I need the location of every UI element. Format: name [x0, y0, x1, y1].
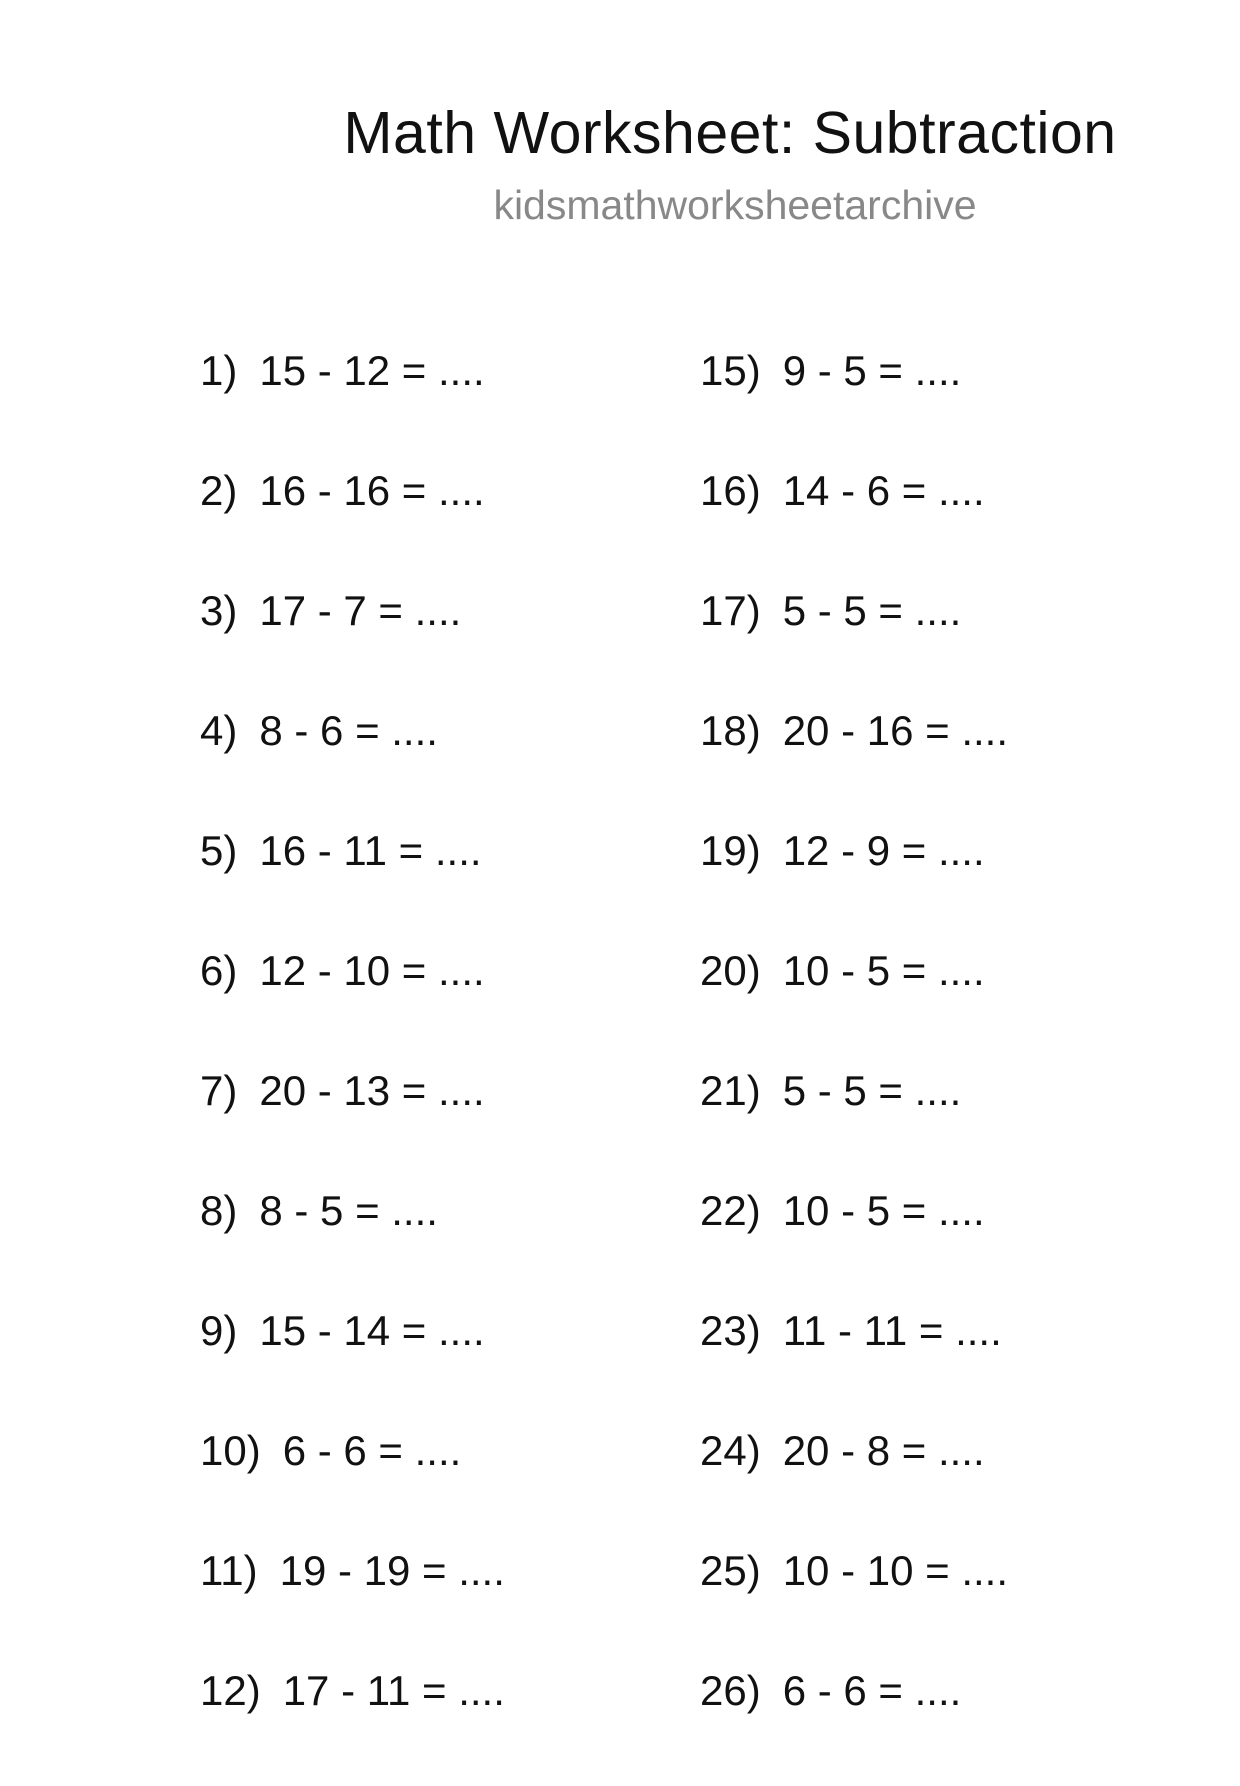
- problem-number: 7): [200, 1067, 238, 1114]
- source-label: kidsmathworksheetarchive: [493, 182, 977, 228]
- problem-number: 9): [200, 1307, 238, 1354]
- problem-number: 22): [700, 1187, 761, 1234]
- problem-number: 15): [700, 347, 761, 394]
- problem-expression: 6 - 6 = ....: [282, 1427, 462, 1474]
- problem-item: [200, 1546, 700, 1666]
- problem-item: [200, 706, 700, 826]
- problem-column-left: [200, 346, 700, 1786]
- problem-item: [200, 1066, 700, 1186]
- problem-item: [700, 1546, 1200, 1666]
- problem-number: 10): [200, 1427, 261, 1474]
- problem-number: 12): [200, 1667, 261, 1714]
- problem-item: [700, 466, 1200, 586]
- problem-expression: 12 - 9 = ....: [782, 827, 985, 874]
- problem-number: 23): [700, 1307, 761, 1354]
- problem-number: 21): [700, 1067, 761, 1114]
- problem-expression: 12 - 10 = ....: [259, 947, 485, 994]
- problem-expression: 15 - 14 = ....: [259, 1307, 485, 1354]
- problem-number: 18): [700, 707, 761, 754]
- problem-expression: 5 - 5 = ....: [782, 1067, 962, 1114]
- problem-item: [200, 1306, 700, 1426]
- problem-item: [700, 1666, 1200, 1786]
- problem-number: 26): [700, 1667, 761, 1714]
- problem-number: 2): [200, 467, 238, 514]
- problem-item: [200, 826, 700, 946]
- problem-number: 25): [700, 1547, 761, 1594]
- problem-number: 24): [700, 1427, 761, 1474]
- problem-item: [200, 1186, 700, 1306]
- problem-number: 1): [200, 347, 238, 394]
- problem-number: 8): [200, 1187, 238, 1234]
- problem-item: [700, 586, 1200, 706]
- problem-number: 11): [200, 1547, 258, 1594]
- problem-item: [700, 1186, 1200, 1306]
- problem-number: 3): [200, 587, 238, 634]
- problem-expression: 11 - 11 = ....: [782, 1307, 1002, 1354]
- problem-number: 19): [700, 827, 761, 874]
- problem-expression: 10 - 5 = ....: [782, 1187, 985, 1234]
- problem-item: [200, 1666, 700, 1786]
- problem-item: [700, 826, 1200, 946]
- problem-number: 20): [700, 947, 761, 994]
- problem-item: [700, 346, 1200, 466]
- problem-number: 6): [200, 947, 238, 994]
- worksheet-title: Math Worksheet: Subtraction: [343, 100, 1117, 166]
- problem-expression: 20 - 16 = ....: [782, 707, 1009, 754]
- problem-item: [200, 586, 700, 706]
- problem-expression: 10 - 5 = ....: [782, 947, 985, 994]
- problem-expression: 8 - 6 = ....: [259, 707, 438, 754]
- problem-item: [700, 946, 1200, 1066]
- problem-expression: 6 - 6 = ....: [782, 1667, 962, 1714]
- problem-item: [200, 946, 700, 1066]
- problem-column-right: [700, 346, 1200, 1786]
- problem-item: [700, 1066, 1200, 1186]
- problem-expression: 14 - 6 = ....: [782, 467, 985, 514]
- problem-number: 4): [200, 707, 238, 754]
- problem-item: [200, 346, 700, 466]
- problem-item: [700, 1306, 1200, 1426]
- problem-item: [700, 1426, 1200, 1546]
- problem-expression: 10 - 10 = ....: [782, 1547, 1009, 1594]
- problem-item: [700, 706, 1200, 826]
- problem-expression: 17 - 7 = ....: [259, 587, 462, 634]
- problem-number: 17): [700, 587, 761, 634]
- problem-expression: 8 - 5 = ....: [259, 1187, 438, 1234]
- problem-expression: 16 - 16 = ....: [259, 467, 485, 514]
- problem-item: [200, 466, 700, 586]
- problem-expression: 9 - 5 = ....: [782, 347, 962, 394]
- problem-expression: 5 - 5 = ....: [782, 587, 962, 634]
- problem-expression: 17 - 11 = ....: [282, 1667, 505, 1714]
- problem-item: [200, 1426, 700, 1546]
- problem-expression: 16 - 11 = ....: [259, 827, 482, 874]
- problem-number: 16): [700, 467, 761, 514]
- problem-expression: 15 - 12 = ....: [259, 347, 485, 394]
- problem-expression: 20 - 13 = ....: [259, 1067, 485, 1114]
- problem-number: 5): [200, 827, 238, 874]
- problem-expression: 19 - 19 = ....: [279, 1547, 505, 1594]
- problem-expression: 20 - 8 = ....: [782, 1427, 985, 1474]
